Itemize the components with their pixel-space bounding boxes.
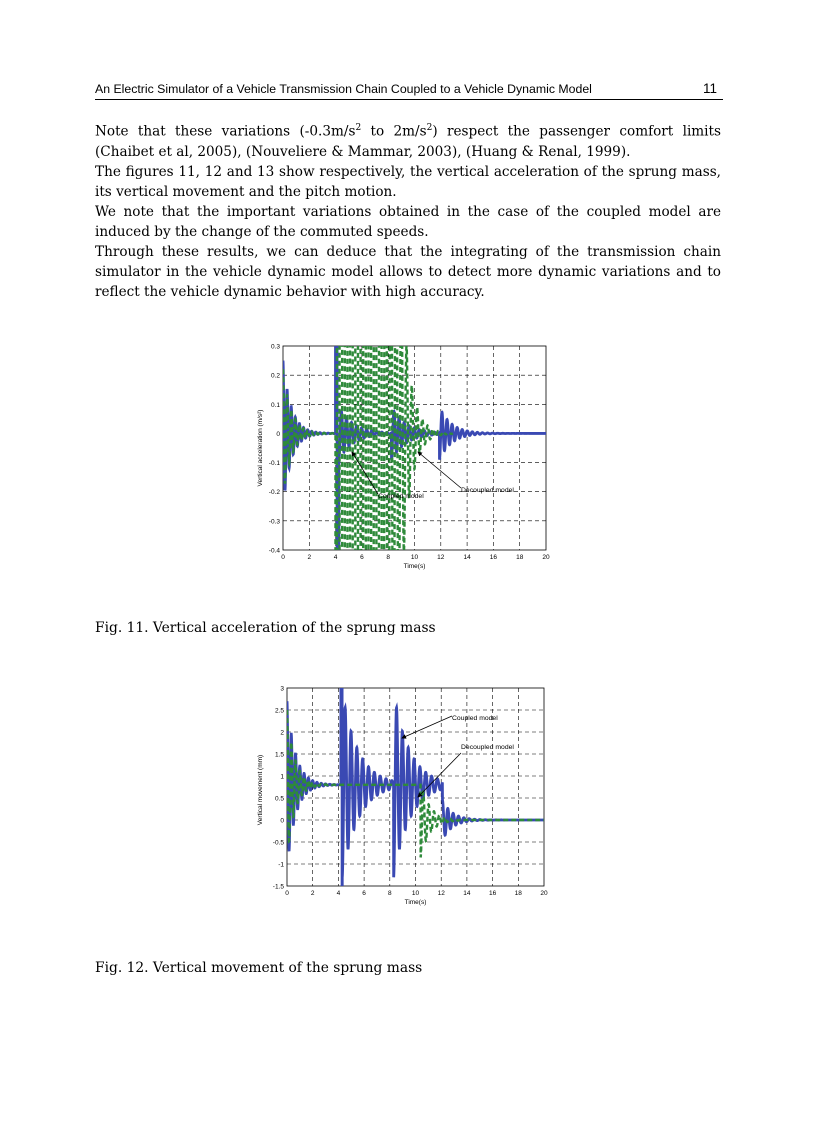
y-tick-label: 2 [280, 729, 284, 737]
y-tick-label: 0 [276, 430, 280, 438]
x-tick-label: 4 [333, 554, 338, 561]
paragraph-3: We note that the important variations obtained in the case of the coupled model are induced by the change of the commuted speeds. [95, 203, 721, 240]
x-tick-label: 14 [463, 554, 471, 561]
x-tick-label: 12 [437, 890, 445, 897]
y-tick-label: 0.2 [270, 372, 280, 380]
x-tick-label: 20 [542, 554, 550, 561]
x-tick-label: 8 [386, 554, 391, 561]
y-tick-label: 1.5 [274, 751, 284, 759]
x-tick-label: 16 [489, 554, 498, 561]
y-tick-label: -0.2 [268, 489, 280, 497]
x-axis-label: Time(s) [404, 899, 427, 906]
x-tick-label: 6 [362, 890, 366, 897]
x-tick-label: 16 [488, 890, 497, 897]
page-number: 11 [702, 81, 717, 96]
figure-11-caption: Fig. 11. Vertical acceleration of the sprung mass [95, 620, 436, 636]
y-tick-label: 0.3 [270, 343, 280, 351]
annotation-coupled-model: Coupled model [378, 493, 424, 500]
x-tick-label: 4 [336, 890, 341, 897]
y-axis-label: Vertical acceleration (m/s²) [257, 409, 264, 487]
x-tick-label: 10 [410, 554, 419, 561]
paragraph-2: The figures 11, 12 and 13 show respectively, the vertical acceleration of the sprung mass, its vertical movement and the pitch motion. [95, 163, 721, 200]
y-tick-label: 0.1 [270, 401, 280, 409]
x-tick-label: 12 [437, 554, 445, 561]
y-tick-label: 3 [280, 685, 284, 693]
y-tick-label: -0.3 [268, 518, 280, 526]
x-tick-label: 8 [387, 890, 392, 897]
y-tick-label: 1 [280, 773, 284, 781]
y-tick-label: 0 [280, 817, 284, 825]
y-axis-label: Vertical movement (mm) [257, 754, 264, 826]
x-tick-label: 10 [411, 890, 420, 897]
x-tick-label: 2 [307, 554, 312, 561]
annotation-decoupled-model: Decoupled model [461, 744, 514, 751]
y-tick-label: -0.1 [268, 460, 280, 468]
y-tick-label: -0.4 [268, 547, 280, 555]
x-tick-label: 0 [281, 554, 285, 561]
annotation-coupled-model: Coupled model [452, 715, 498, 722]
figure-12-caption: Fig. 12. Vertical movement of the sprung mass [95, 960, 423, 976]
y-tick-label: 2.5 [274, 707, 284, 715]
x-tick-label: 0 [285, 890, 289, 897]
annotation-decoupled-model: Decoupled model [461, 487, 514, 494]
x-tick-label: 18 [514, 890, 522, 897]
annotation-arrow-coupled [402, 716, 452, 738]
x-tick-label: 14 [463, 890, 471, 897]
x-tick-label: 18 [516, 554, 524, 561]
running-header-title: An Electric Simulator of a Vehicle Transmission Chain Coupled to a Vehicle Dynamic Model [95, 82, 592, 96]
x-tick-label: 2 [310, 890, 315, 897]
x-axis-label: Time(s) [403, 563, 426, 570]
y-tick-label: -1 [278, 861, 284, 869]
x-tick-label: 20 [540, 890, 548, 897]
y-tick-label: -1.5 [272, 883, 284, 891]
x-tick-label: 6 [360, 554, 364, 561]
paragraph-4: Through these results, we can deduce that the integrating of the transmission chain simulator in the vehicle dynamic model allows to detect more dynamic variations and to reflect the vehicle dynamic behavior with high accuracy. [95, 243, 721, 300]
y-tick-label: -0.5 [272, 839, 284, 847]
paragraph-1: Note that these variations ($-0.3m/s^2$ to $2m/s^2$) respect the passenger comfort limits (Chaibet et al, 2005), (Nouveliere & Mammar, 2003), (Huang & Renal, 1999). [95, 123, 721, 160]
y-tick-label: 0.5 [274, 795, 284, 803]
